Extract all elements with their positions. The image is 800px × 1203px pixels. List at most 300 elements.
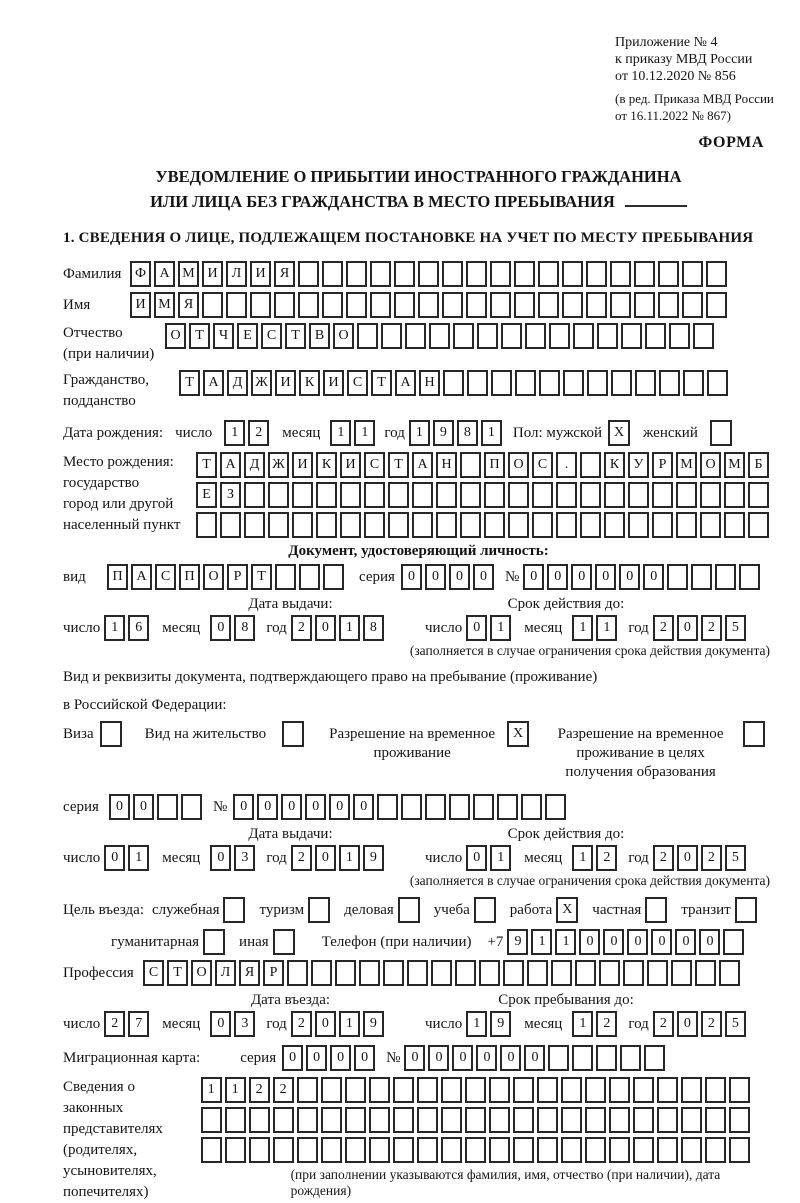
char-cell[interactable]: А: [203, 370, 224, 396]
char-cell[interactable]: У: [628, 452, 649, 478]
char-cell[interactable]: [647, 960, 668, 986]
char-cell[interactable]: Н: [436, 452, 457, 478]
char-cell[interactable]: 0: [466, 615, 487, 641]
char-cell[interactable]: И: [340, 452, 361, 478]
char-cell[interactable]: 0: [476, 1045, 497, 1071]
char-cell[interactable]: О: [203, 564, 224, 590]
char-cell[interactable]: [316, 512, 337, 538]
char-cell[interactable]: [383, 960, 404, 986]
char-cell[interactable]: О: [191, 960, 212, 986]
char-cell[interactable]: М: [676, 452, 697, 478]
char-cell[interactable]: [586, 261, 607, 287]
char-cell[interactable]: [335, 960, 356, 986]
char-cell[interactable]: 0: [452, 1045, 473, 1071]
char-cell[interactable]: Я: [274, 261, 295, 287]
char-cell[interactable]: [549, 323, 570, 349]
char-cell[interactable]: [723, 929, 744, 955]
char-cell[interactable]: [417, 1137, 438, 1163]
purpose-study-checkbox[interactable]: [474, 897, 496, 923]
char-cell[interactable]: [667, 564, 688, 590]
char-cell[interactable]: .: [556, 452, 577, 478]
char-cell[interactable]: С: [143, 960, 164, 986]
char-cell[interactable]: [681, 1107, 702, 1133]
char-cell[interactable]: 1: [531, 929, 552, 955]
char-cell[interactable]: 0: [524, 1045, 545, 1071]
char-cell[interactable]: [297, 1107, 318, 1133]
purpose-humanitarian-checkbox[interactable]: [203, 929, 225, 955]
char-cell[interactable]: 5: [725, 615, 746, 641]
char-cell[interactable]: 1: [555, 929, 576, 955]
char-cell[interactable]: [429, 323, 450, 349]
char-cell[interactable]: Е: [237, 323, 258, 349]
char-cell[interactable]: [490, 292, 511, 318]
char-cell[interactable]: [634, 261, 655, 287]
char-cell[interactable]: Я: [239, 960, 260, 986]
char-cell[interactable]: [484, 512, 505, 538]
char-cell[interactable]: [532, 512, 553, 538]
char-cell[interactable]: И: [250, 261, 271, 287]
purpose-other-checkbox[interactable]: [273, 929, 295, 955]
char-cell[interactable]: [225, 1107, 246, 1133]
char-cell[interactable]: [412, 512, 433, 538]
char-cell[interactable]: [226, 292, 247, 318]
char-cell[interactable]: П: [179, 564, 200, 590]
char-cell[interactable]: [297, 1077, 318, 1103]
char-cell[interactable]: П: [107, 564, 128, 590]
char-cell[interactable]: 0: [699, 929, 720, 955]
char-cell[interactable]: [556, 482, 577, 508]
char-cell[interactable]: 0: [233, 794, 254, 820]
char-cell[interactable]: [249, 1107, 270, 1133]
char-cell[interactable]: [572, 1045, 593, 1071]
char-cell[interactable]: [479, 960, 500, 986]
char-cell[interactable]: 3: [234, 845, 255, 871]
char-cell[interactable]: [700, 482, 721, 508]
char-cell[interactable]: [645, 323, 666, 349]
char-cell[interactable]: [370, 261, 391, 287]
char-cell[interactable]: 0: [473, 564, 494, 590]
char-cell[interactable]: [513, 1107, 534, 1133]
char-cell[interactable]: [532, 482, 553, 508]
char-cell[interactable]: [585, 1077, 606, 1103]
char-cell[interactable]: 0: [677, 1011, 698, 1037]
char-cell[interactable]: [417, 1077, 438, 1103]
char-cell[interactable]: Т: [285, 323, 306, 349]
char-cell[interactable]: [715, 564, 736, 590]
char-cell[interactable]: [323, 564, 344, 590]
char-cell[interactable]: Т: [388, 452, 409, 478]
char-cell[interactable]: [691, 564, 712, 590]
char-cell[interactable]: [514, 261, 535, 287]
char-cell[interactable]: [633, 1077, 654, 1103]
char-cell[interactable]: Д: [227, 370, 248, 396]
char-cell[interactable]: 0: [677, 615, 698, 641]
char-cell[interactable]: 1: [490, 845, 511, 871]
char-cell[interactable]: [671, 960, 692, 986]
char-cell[interactable]: [729, 1137, 750, 1163]
char-cell[interactable]: [196, 512, 217, 538]
char-cell[interactable]: [268, 482, 289, 508]
char-cell[interactable]: [659, 370, 680, 396]
char-cell[interactable]: 2: [701, 1011, 722, 1037]
char-cell[interactable]: [548, 1045, 569, 1071]
char-cell[interactable]: [634, 292, 655, 318]
char-cell[interactable]: [201, 1137, 222, 1163]
char-cell[interactable]: [609, 1077, 630, 1103]
char-cell[interactable]: [539, 370, 560, 396]
char-cell[interactable]: 1: [330, 420, 351, 446]
char-cell[interactable]: [611, 370, 632, 396]
char-cell[interactable]: [610, 292, 631, 318]
char-cell[interactable]: [538, 261, 559, 287]
char-cell[interactable]: [268, 512, 289, 538]
char-cell[interactable]: [364, 512, 385, 538]
char-cell[interactable]: О: [508, 452, 529, 478]
char-cell[interactable]: Т: [189, 323, 210, 349]
char-cell[interactable]: [587, 370, 608, 396]
char-cell[interactable]: С: [155, 564, 176, 590]
char-cell[interactable]: 2: [273, 1077, 294, 1103]
char-cell[interactable]: [417, 1107, 438, 1133]
char-cell[interactable]: [441, 1107, 462, 1133]
char-cell[interactable]: [274, 292, 295, 318]
char-cell[interactable]: [729, 1107, 750, 1133]
char-cell[interactable]: [513, 1077, 534, 1103]
char-cell[interactable]: [292, 512, 313, 538]
char-cell[interactable]: 0: [404, 1045, 425, 1071]
char-cell[interactable]: 1: [104, 615, 125, 641]
char-cell[interactable]: [225, 1137, 246, 1163]
char-cell[interactable]: 0: [281, 794, 302, 820]
char-cell[interactable]: [388, 512, 409, 538]
char-cell[interactable]: Л: [226, 261, 247, 287]
char-cell[interactable]: 2: [701, 615, 722, 641]
char-cell[interactable]: [418, 261, 439, 287]
char-cell[interactable]: [609, 1137, 630, 1163]
char-cell[interactable]: [393, 1077, 414, 1103]
char-cell[interactable]: 1: [572, 615, 593, 641]
char-cell[interactable]: [244, 512, 265, 538]
char-cell[interactable]: 0: [500, 1045, 521, 1071]
char-cell[interactable]: [508, 482, 529, 508]
char-cell[interactable]: [292, 482, 313, 508]
char-cell[interactable]: С: [364, 452, 385, 478]
char-cell[interactable]: 0: [210, 845, 231, 871]
char-cell[interactable]: [157, 794, 178, 820]
char-cell[interactable]: [545, 794, 566, 820]
char-cell[interactable]: [369, 1077, 390, 1103]
char-cell[interactable]: З: [220, 482, 241, 508]
char-cell[interactable]: 5: [725, 1011, 746, 1037]
char-cell[interactable]: [201, 1107, 222, 1133]
char-cell[interactable]: 9: [433, 420, 454, 446]
char-cell[interactable]: [683, 370, 704, 396]
char-cell[interactable]: [657, 1077, 678, 1103]
char-cell[interactable]: [345, 1107, 366, 1133]
char-cell[interactable]: [465, 1077, 486, 1103]
char-cell[interactable]: [596, 1045, 617, 1071]
purpose-transit-checkbox[interactable]: [735, 897, 757, 923]
char-cell[interactable]: 8: [363, 615, 384, 641]
char-cell[interactable]: 1: [481, 420, 502, 446]
char-cell[interactable]: [369, 1107, 390, 1133]
char-cell[interactable]: [220, 512, 241, 538]
char-cell[interactable]: 0: [523, 564, 544, 590]
char-cell[interactable]: Т: [251, 564, 272, 590]
char-cell[interactable]: Ж: [268, 452, 289, 478]
char-cell[interactable]: 2: [701, 845, 722, 871]
char-cell[interactable]: [364, 482, 385, 508]
char-cell[interactable]: Т: [196, 452, 217, 478]
char-cell[interactable]: И: [202, 261, 223, 287]
char-cell[interactable]: 1: [596, 615, 617, 641]
char-cell[interactable]: Е: [196, 482, 217, 508]
char-cell[interactable]: 0: [210, 1011, 231, 1037]
char-cell[interactable]: О: [700, 452, 721, 478]
char-cell[interactable]: 1: [201, 1077, 222, 1103]
char-cell[interactable]: [514, 292, 535, 318]
char-cell[interactable]: [311, 960, 332, 986]
char-cell[interactable]: [561, 1077, 582, 1103]
char-cell[interactable]: 1: [225, 1077, 246, 1103]
char-cell[interactable]: 9: [507, 929, 528, 955]
char-cell[interactable]: [562, 292, 583, 318]
char-cell[interactable]: [501, 323, 522, 349]
char-cell[interactable]: 0: [315, 845, 336, 871]
char-cell[interactable]: [489, 1137, 510, 1163]
char-cell[interactable]: [513, 1137, 534, 1163]
char-cell[interactable]: [441, 1077, 462, 1103]
char-cell[interactable]: [449, 794, 470, 820]
char-cell[interactable]: 1: [409, 420, 430, 446]
char-cell[interactable]: 1: [128, 845, 149, 871]
char-cell[interactable]: 0: [675, 929, 696, 955]
char-cell[interactable]: [628, 512, 649, 538]
char-cell[interactable]: [658, 261, 679, 287]
char-cell[interactable]: [580, 482, 601, 508]
sex-male-checkbox[interactable]: X: [608, 420, 630, 446]
char-cell[interactable]: [489, 1077, 510, 1103]
char-cell[interactable]: [628, 482, 649, 508]
char-cell[interactable]: [393, 1107, 414, 1133]
char-cell[interactable]: [537, 1107, 558, 1133]
char-cell[interactable]: 0: [603, 929, 624, 955]
char-cell[interactable]: [321, 1137, 342, 1163]
char-cell[interactable]: О: [165, 323, 186, 349]
char-cell[interactable]: [401, 794, 422, 820]
char-cell[interactable]: [491, 370, 512, 396]
char-cell[interactable]: Ч: [213, 323, 234, 349]
char-cell[interactable]: И: [275, 370, 296, 396]
char-cell[interactable]: [441, 1137, 462, 1163]
char-cell[interactable]: [273, 1137, 294, 1163]
purpose-private-checkbox[interactable]: [645, 897, 667, 923]
char-cell[interactable]: И: [130, 292, 151, 318]
char-cell[interactable]: [345, 1137, 366, 1163]
char-cell[interactable]: [609, 1107, 630, 1133]
char-cell[interactable]: 0: [210, 615, 231, 641]
char-cell[interactable]: [719, 960, 740, 986]
char-cell[interactable]: [357, 323, 378, 349]
char-cell[interactable]: 0: [329, 794, 350, 820]
char-cell[interactable]: 2: [248, 420, 269, 446]
char-cell[interactable]: 0: [619, 564, 640, 590]
char-cell[interactable]: 0: [315, 615, 336, 641]
char-cell[interactable]: 9: [363, 1011, 384, 1037]
char-cell[interactable]: Р: [263, 960, 284, 986]
char-cell[interactable]: [484, 482, 505, 508]
char-cell[interactable]: [633, 1137, 654, 1163]
char-cell[interactable]: В: [309, 323, 330, 349]
char-cell[interactable]: [706, 261, 727, 287]
char-cell[interactable]: [556, 512, 577, 538]
char-cell[interactable]: 9: [363, 845, 384, 871]
char-cell[interactable]: 0: [627, 929, 648, 955]
char-cell[interactable]: [405, 323, 426, 349]
char-cell[interactable]: 2: [104, 1011, 125, 1037]
char-cell[interactable]: [669, 323, 690, 349]
char-cell[interactable]: [394, 261, 415, 287]
char-cell[interactable]: 0: [466, 845, 487, 871]
char-cell[interactable]: [412, 482, 433, 508]
char-cell[interactable]: 0: [133, 794, 154, 820]
char-cell[interactable]: [359, 960, 380, 986]
char-cell[interactable]: М: [154, 292, 175, 318]
temp-residence-checkbox[interactable]: X: [507, 721, 529, 747]
char-cell[interactable]: [681, 1137, 702, 1163]
char-cell[interactable]: 5: [725, 845, 746, 871]
purpose-tourism-checkbox[interactable]: [308, 897, 330, 923]
char-cell[interactable]: [443, 370, 464, 396]
char-cell[interactable]: [316, 482, 337, 508]
char-cell[interactable]: [508, 512, 529, 538]
char-cell[interactable]: [369, 1137, 390, 1163]
char-cell[interactable]: Т: [179, 370, 200, 396]
char-cell[interactable]: [700, 512, 721, 538]
char-cell[interactable]: [436, 482, 457, 508]
char-cell[interactable]: 1: [224, 420, 245, 446]
char-cell[interactable]: [477, 323, 498, 349]
char-cell[interactable]: [705, 1077, 726, 1103]
char-cell[interactable]: [562, 261, 583, 287]
purpose-official-checkbox[interactable]: [223, 897, 245, 923]
char-cell[interactable]: [453, 323, 474, 349]
char-cell[interactable]: [515, 370, 536, 396]
char-cell[interactable]: Б: [748, 452, 769, 478]
char-cell[interactable]: [321, 1077, 342, 1103]
char-cell[interactable]: [490, 261, 511, 287]
char-cell[interactable]: 0: [354, 1045, 375, 1071]
char-cell[interactable]: 0: [109, 794, 130, 820]
char-cell[interactable]: [657, 1137, 678, 1163]
char-cell[interactable]: [460, 452, 481, 478]
char-cell[interactable]: [585, 1137, 606, 1163]
char-cell[interactable]: [693, 323, 714, 349]
char-cell[interactable]: [340, 512, 361, 538]
char-cell[interactable]: [346, 261, 367, 287]
char-cell[interactable]: [181, 794, 202, 820]
char-cell[interactable]: [527, 960, 548, 986]
char-cell[interactable]: 1: [572, 845, 593, 871]
temp-residence-edu-checkbox[interactable]: [743, 721, 765, 747]
char-cell[interactable]: [705, 1107, 726, 1133]
char-cell[interactable]: [635, 370, 656, 396]
char-cell[interactable]: [275, 564, 296, 590]
char-cell[interactable]: [473, 794, 494, 820]
char-cell[interactable]: [621, 323, 642, 349]
char-cell[interactable]: 0: [677, 845, 698, 871]
char-cell[interactable]: 1: [339, 1011, 360, 1037]
char-cell[interactable]: [580, 452, 601, 478]
char-cell[interactable]: 8: [234, 615, 255, 641]
char-cell[interactable]: 0: [643, 564, 664, 590]
char-cell[interactable]: [465, 1137, 486, 1163]
char-cell[interactable]: [538, 292, 559, 318]
char-cell[interactable]: [521, 794, 542, 820]
char-cell[interactable]: 0: [547, 564, 568, 590]
char-cell[interactable]: [503, 960, 524, 986]
char-cell[interactable]: А: [131, 564, 152, 590]
char-cell[interactable]: [466, 292, 487, 318]
char-cell[interactable]: К: [299, 370, 320, 396]
char-cell[interactable]: 0: [579, 929, 600, 955]
char-cell[interactable]: [537, 1137, 558, 1163]
char-cell[interactable]: [644, 1045, 665, 1071]
char-cell[interactable]: [604, 482, 625, 508]
char-cell[interactable]: [287, 960, 308, 986]
char-cell[interactable]: [695, 960, 716, 986]
char-cell[interactable]: А: [154, 261, 175, 287]
char-cell[interactable]: [346, 292, 367, 318]
char-cell[interactable]: 0: [353, 794, 374, 820]
char-cell[interactable]: [436, 512, 457, 538]
char-cell[interactable]: М: [724, 452, 745, 478]
char-cell[interactable]: 1: [354, 420, 375, 446]
char-cell[interactable]: Д: [244, 452, 265, 478]
char-cell[interactable]: 0: [257, 794, 278, 820]
char-cell[interactable]: [705, 1137, 726, 1163]
char-cell[interactable]: [442, 292, 463, 318]
char-cell[interactable]: [561, 1107, 582, 1133]
char-cell[interactable]: Л: [215, 960, 236, 986]
char-cell[interactable]: [250, 292, 271, 318]
char-cell[interactable]: [682, 261, 703, 287]
char-cell[interactable]: [604, 512, 625, 538]
char-cell[interactable]: 0: [330, 1045, 351, 1071]
char-cell[interactable]: 1: [339, 845, 360, 871]
char-cell[interactable]: [748, 512, 769, 538]
char-cell[interactable]: Р: [227, 564, 248, 590]
char-cell[interactable]: [563, 370, 584, 396]
char-cell[interactable]: А: [395, 370, 416, 396]
char-cell[interactable]: Ф: [130, 261, 151, 287]
char-cell[interactable]: [599, 960, 620, 986]
char-cell[interactable]: [460, 512, 481, 538]
char-cell[interactable]: 2: [653, 845, 674, 871]
char-cell[interactable]: 2: [653, 1011, 674, 1037]
char-cell[interactable]: [394, 292, 415, 318]
char-cell[interactable]: [425, 794, 446, 820]
char-cell[interactable]: 0: [305, 794, 326, 820]
char-cell[interactable]: [657, 1107, 678, 1133]
char-cell[interactable]: [575, 960, 596, 986]
char-cell[interactable]: [418, 292, 439, 318]
char-cell[interactable]: [466, 261, 487, 287]
purpose-work-checkbox[interactable]: X: [556, 897, 578, 923]
char-cell[interactable]: 6: [128, 615, 149, 641]
char-cell[interactable]: [345, 1077, 366, 1103]
char-cell[interactable]: 2: [291, 845, 312, 871]
